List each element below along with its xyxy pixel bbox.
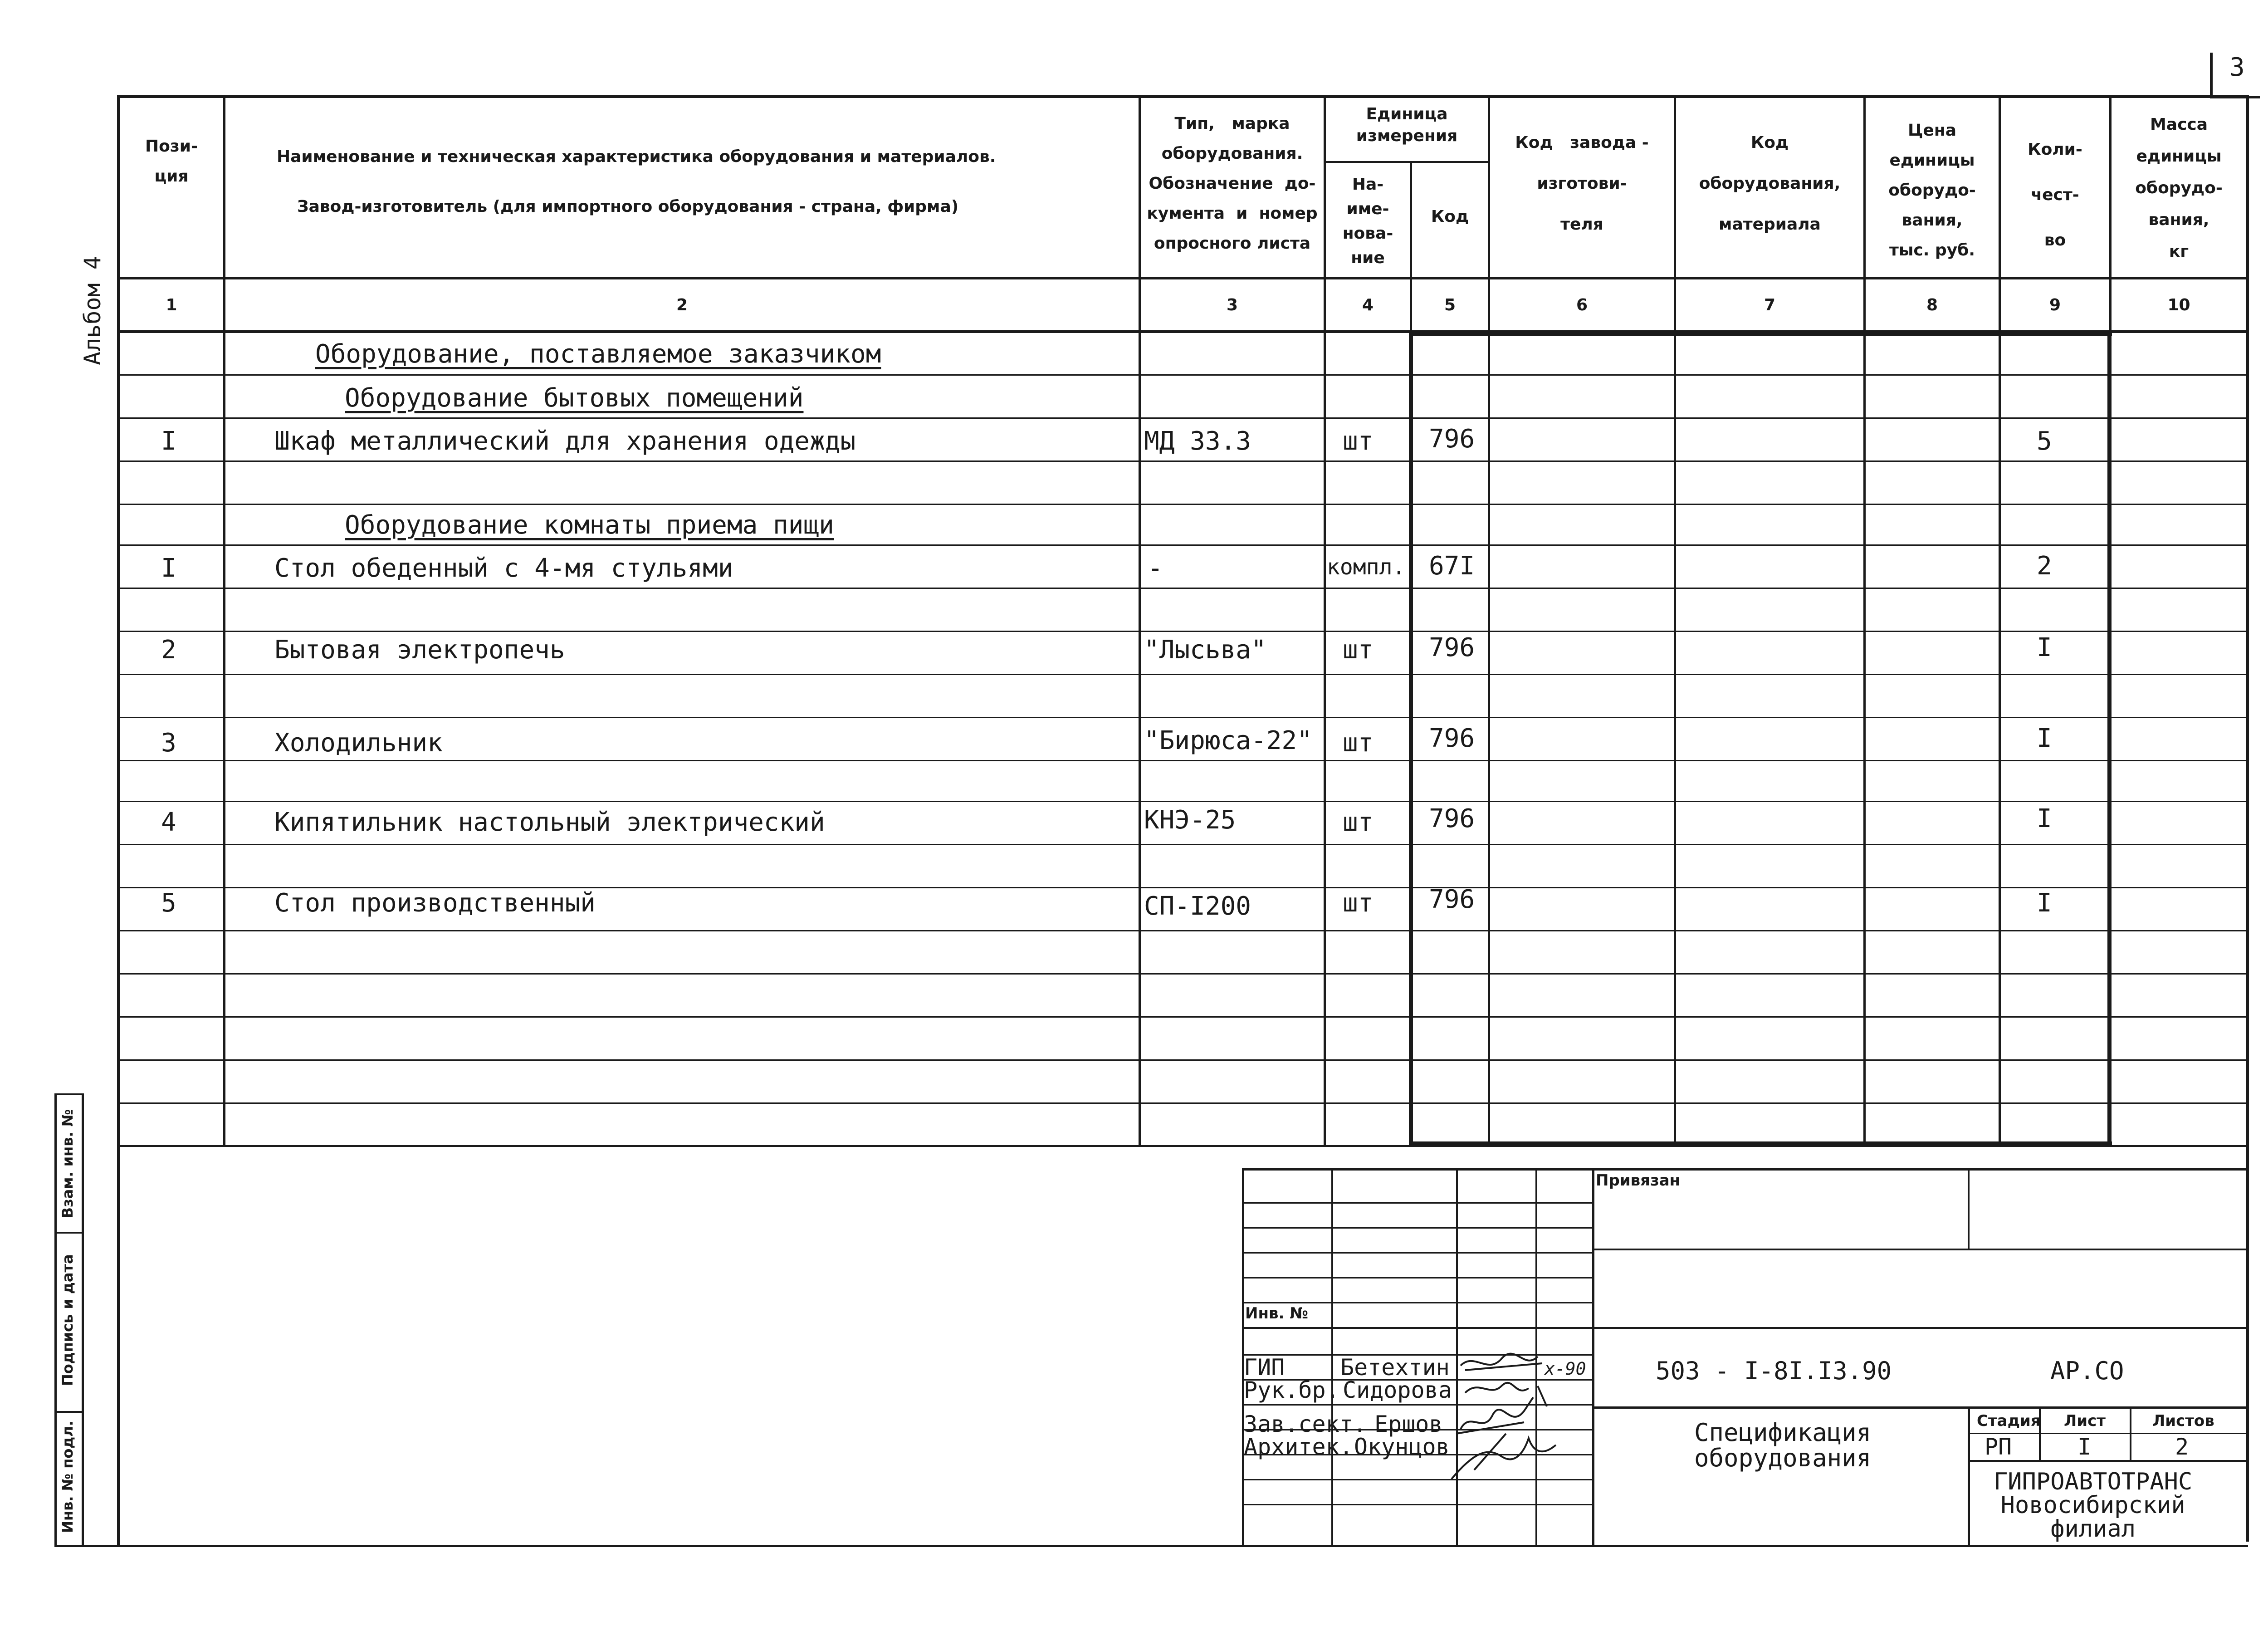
row-type: "Бирюса-22"	[1144, 726, 1312, 755]
row-position: I	[161, 553, 176, 583]
stage-label: Стадия	[1977, 1412, 2041, 1430]
staff-name: Сидорова	[1343, 1377, 1452, 1403]
header-unit-group: Единица измерения	[1356, 105, 1458, 145]
header-position: Пози- ция	[145, 137, 198, 186]
row-position: 5	[161, 888, 176, 918]
album-label: Альбом 4	[79, 256, 106, 365]
row-quantity: I	[2037, 724, 2052, 753]
signatures	[1447, 1343, 1601, 1497]
row-name: Стол производственный	[274, 888, 596, 918]
row-type: МД 33.3	[1144, 426, 1251, 456]
row-name: Шкаф металлический для хранения одежды	[274, 426, 856, 456]
inv-no-label: Инв. №	[1245, 1304, 1309, 1323]
row-type: -	[1148, 553, 1163, 583]
sheet-label: Лист	[2064, 1412, 2106, 1430]
row-name: Холодильник	[274, 728, 443, 758]
col-number: 4	[1362, 296, 1374, 314]
row-unit: шт	[1343, 888, 1374, 918]
col-number: 3	[1226, 296, 1238, 314]
col-number: 7	[1764, 296, 1776, 314]
page-number: 3	[2229, 53, 2245, 82]
col-number: 9	[2049, 296, 2061, 314]
row-name: Кипятильник настольный электрический	[274, 808, 825, 837]
header-equipment-code: Код оборудования, материала	[1699, 133, 1841, 234]
stamp-signature-date: Подпись и дата	[59, 1254, 76, 1386]
col-number: 6	[1576, 296, 1588, 314]
col-number: 8	[1926, 296, 1938, 314]
col-number: 10	[2167, 296, 2190, 314]
row-type: "Лысьва"	[1144, 635, 1266, 665]
row-unit-code: 796	[1429, 804, 1475, 833]
row-unit-code: 796	[1429, 724, 1475, 753]
header-factory-code: Код завода - изготови- теля	[1515, 133, 1649, 234]
row-quantity: 2	[2037, 551, 2052, 581]
row-type: КНЭ-25	[1144, 805, 1236, 835]
sheets-label: Листов	[2152, 1412, 2214, 1430]
header-name-line1: Наименование и техническая характеристика оборудования и материалов.	[277, 147, 996, 166]
header-type: Тип, марка оборудования. Обозначение до- кумента и номер опросного листа	[1147, 114, 1318, 253]
sheet-value: I	[2077, 1434, 2092, 1460]
staff-role: Архитек.	[1244, 1434, 1353, 1460]
row-unit-code: 67I	[1429, 551, 1475, 581]
row-unit: шт	[1343, 426, 1374, 456]
staff-role: Рук.бр.	[1244, 1377, 1339, 1403]
header-quantity: Коли- чест- во	[2028, 140, 2082, 250]
row-name: Бытовая электропечь	[274, 635, 565, 665]
row-unit: шт	[1343, 728, 1374, 758]
row-unit: шт	[1343, 635, 1374, 665]
row-position: I	[161, 426, 176, 456]
sheets-value: 2	[2175, 1434, 2189, 1460]
staff-name: Бетехтин	[1340, 1354, 1450, 1381]
stamp-inv-no: Инв. № подл.	[59, 1420, 76, 1533]
row-type: СП-I200	[1144, 891, 1251, 921]
col-number: 2	[676, 296, 688, 314]
row-position: 4	[161, 808, 176, 837]
staff-role: Зав.сект.	[1244, 1411, 1367, 1437]
stage-value: РП	[1984, 1434, 2012, 1460]
row-quantity: I	[2037, 888, 2052, 918]
col-number: 1	[166, 296, 177, 314]
header-price: Цена единицы оборудо- вания, тыс. руб.	[1888, 121, 1976, 260]
row-unit-code: 796	[1429, 633, 1475, 662]
row-position: 2	[161, 635, 176, 665]
header-unit-code: Код	[1431, 207, 1469, 226]
col-number: 5	[1444, 296, 1456, 314]
row-unit: шт	[1343, 808, 1374, 837]
row-unit-code: 796	[1429, 885, 1475, 914]
header-name-line2: Завод-изготовитель (для импортного оборудования - страна, фирма)	[297, 197, 959, 216]
row-quantity: 5	[2037, 426, 2052, 456]
staff-name: Окунцов	[1354, 1434, 1450, 1460]
staff-date: х-90	[1545, 1359, 1586, 1379]
document-mark: АР.СО	[2050, 1357, 2124, 1385]
organization: ГИПРОАВТОТРАНС Новосибирский филиал	[1994, 1468, 2193, 1543]
staff-role: ГИП	[1244, 1354, 1285, 1381]
row-unit: компл.	[1327, 554, 1406, 580]
row-quantity: I	[2037, 633, 2052, 662]
document-title: Спецификация оборудования	[1694, 1418, 1872, 1472]
row-position: 3	[161, 728, 176, 758]
staff-name: Ершов	[1374, 1411, 1443, 1437]
section-heading: Оборудование комнаты приема пищи	[345, 510, 834, 540]
stamp-replacement-inv: Взам. инв. №	[59, 1109, 76, 1219]
section-heading: Оборудование, поставляемое заказчиком	[315, 339, 881, 369]
privyazan-label: Привязан	[1596, 1171, 1681, 1190]
document-code: 503 - I-8I.I3.90	[1656, 1357, 1892, 1385]
header-mass: Масса единицы оборудо- вания, кг	[2135, 115, 2223, 261]
row-quantity: I	[2037, 804, 2052, 833]
section-heading: Оборудование бытовых помещений	[345, 383, 804, 413]
row-unit-code: 796	[1429, 424, 1475, 454]
row-name: Стол обеденный с 4-мя стульями	[274, 553, 733, 583]
header-unit-name: На- име- нова- ние	[1342, 175, 1393, 267]
